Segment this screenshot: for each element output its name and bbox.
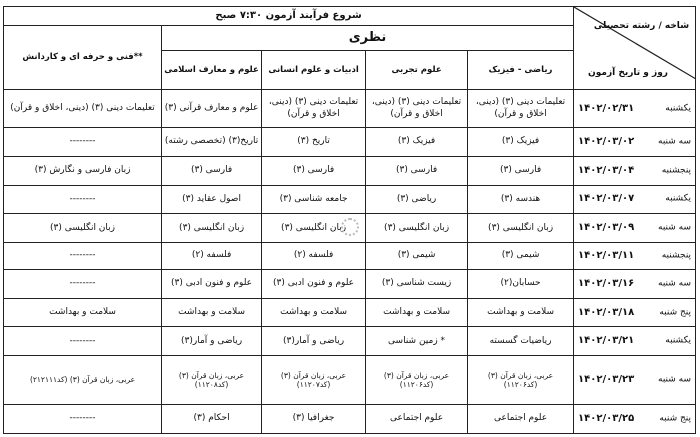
table-row xyxy=(4,405,696,434)
exam-date-label: ۱۴۰۲/۰۳/۲۱ xyxy=(578,335,635,347)
date-cell xyxy=(574,156,696,185)
literature-humanities-cell: زبان انگلیسی (۳) xyxy=(262,214,366,243)
table-row xyxy=(4,356,696,405)
math-physics-cell: تعلیمات دینی (۳) (دینی، اخلاق و قرآن) xyxy=(468,90,574,128)
islamic-studies-cell: سلامت و بهداشت xyxy=(162,298,262,327)
literature-humanities-cell: سلامت و بهداشت xyxy=(262,298,366,327)
exam-date-label: ۱۴۰۲/۰۳/۰۹ xyxy=(578,222,635,234)
technical-cell: -------- xyxy=(4,327,162,356)
header-corner-cell xyxy=(574,7,696,90)
technical-group-header: **فنی و حرفه ای و کاردانش xyxy=(4,25,162,89)
weekday-label: یکشنبه xyxy=(665,193,692,204)
math-physics-cell: فارسی (۳) xyxy=(468,156,574,185)
experimental-sciences-cell: فیزیک (۳) xyxy=(366,127,468,156)
islamic-studies-cell: ریاضی و آمار(۳) xyxy=(162,327,262,356)
experimental-sciences-cell: شیمی (۳) xyxy=(366,243,468,270)
math-physics-cell: فیزیک (۳) xyxy=(468,127,574,156)
literature-humanities-cell: فلسفه (۲) xyxy=(262,243,366,270)
literature-humanities-cell: فارسی (۳) xyxy=(262,156,366,185)
weekday-label: سه شنبه xyxy=(658,222,692,233)
math-physics-cell: شیمی (۳) xyxy=(468,243,574,270)
date-cell xyxy=(574,243,696,270)
table-row xyxy=(4,298,696,327)
column-header-islamic-studies: علوم و معارف اسلامی xyxy=(162,51,262,90)
technical-cell: تعلیمات دینی (۳) (دینی، اخلاق و قرآن) xyxy=(4,90,162,128)
math-physics-cell: عربی، زبان قرآن (۳) (کد۱۱۲۰۶) xyxy=(468,356,574,405)
islamic-studies-cell: علوم و معارف قرآنی (۳) xyxy=(162,90,262,128)
islamic-studies-cell: تاریخ(۳) (تخصصی رشته) xyxy=(162,127,262,156)
exam-date-label: ۱۴۰۲/۰۳/۲۵ xyxy=(578,412,635,424)
experimental-sciences-cell: سلامت و بهداشت xyxy=(366,298,468,327)
islamic-studies-cell: احکام (۳) xyxy=(162,405,262,434)
weekday-label: پنجشنبه xyxy=(661,164,692,175)
experimental-sciences-cell: فارسی (۳) xyxy=(366,156,468,185)
literature-humanities-cell: عربی، زبان قرآن (۳) (کد۱۱۲۰۷) xyxy=(262,356,366,405)
table-row xyxy=(4,327,696,356)
islamic-studies-cell: اصول عقاید (۳) xyxy=(162,185,262,214)
date-cell xyxy=(574,127,696,156)
islamic-studies-cell: زبان انگلیسی (۳) xyxy=(162,214,262,243)
math-physics-cell: ریاضیات گسسته xyxy=(468,327,574,356)
exam-date-label: ۱۴۰۲/۰۳/۱۱ xyxy=(578,249,635,261)
date-cell xyxy=(574,298,696,327)
weekday-label: سه شنبه xyxy=(658,278,692,289)
date-cell xyxy=(574,327,696,356)
islamic-studies-cell: فارسی (۳) xyxy=(162,156,262,185)
theoretical-group-header: نظری xyxy=(162,25,574,51)
date-cell xyxy=(574,90,696,128)
table-row xyxy=(4,185,696,214)
technical-cell: -------- xyxy=(4,243,162,270)
exam-date-label: ۱۴۰۲/۰۳/۱۸ xyxy=(578,306,635,318)
technical-cell: -------- xyxy=(4,269,162,298)
exam-schedule-sheet xyxy=(3,6,695,434)
table-row xyxy=(4,127,696,156)
islamic-studies-cell: عربی، زبان قرآن (۳) (کد۱۱۲۰۸) xyxy=(162,356,262,405)
weekday-label: سه شنبه xyxy=(658,136,692,147)
math-physics-cell: حسابان(۲) xyxy=(468,269,574,298)
date-cell xyxy=(574,214,696,243)
exam-date-label: ۱۴۰۲/۰۳/۱۶ xyxy=(578,277,635,289)
weekday-label: یکشنبه xyxy=(665,102,692,113)
exam-date-label: ۱۴۰۲/۰۳/۰۷ xyxy=(578,193,635,205)
literature-humanities-cell: تعلیمات دینی (۳) (دینی، اخلاق و قرآن) xyxy=(262,90,366,128)
column-header-experimental-sciences: علوم تجربی xyxy=(366,51,468,90)
branch-header-label: شاخه / رشته تحصیلی xyxy=(593,21,690,31)
math-physics-cell: زبان انگلیسی (۳) xyxy=(468,214,574,243)
technical-cell: -------- xyxy=(4,185,162,214)
math-physics-cell: هندسه (۳) xyxy=(468,185,574,214)
technical-cell: -------- xyxy=(4,405,162,434)
weekday-label: پنجشنبه xyxy=(661,250,692,261)
technical-cell: زبان فارسی و نگارش (۳) xyxy=(4,156,162,185)
weekday-label: سه شنبه xyxy=(658,374,692,385)
weekday-label: پنج شنبه xyxy=(659,413,692,424)
table-row xyxy=(4,243,696,270)
experimental-sciences-cell: زیست شناسی (۳) xyxy=(366,269,468,298)
experimental-sciences-cell: زبان انگلیسی (۳) xyxy=(366,214,468,243)
date-cell xyxy=(574,356,696,405)
date-cell xyxy=(574,405,696,434)
loading-spinner-mark xyxy=(341,218,359,236)
experimental-sciences-cell: تعلیمات دینی (۳) (دینی، اخلاق و قرآن) xyxy=(366,90,468,128)
table-row xyxy=(4,90,696,128)
technical-cell: سلامت و بهداشت xyxy=(4,298,162,327)
column-header-literature-humanities: ادبیات و علوم انسانی xyxy=(262,51,366,90)
table-row xyxy=(4,269,696,298)
experimental-sciences-cell: * زمین شناسی xyxy=(366,327,468,356)
exam-date-label: ۱۴۰۲/۰۳/۲۳ xyxy=(578,373,635,385)
islamic-studies-cell: علوم و فنون ادبی (۳) xyxy=(162,269,262,298)
table-row xyxy=(4,156,696,185)
math-physics-cell: سلامت و بهداشت xyxy=(468,298,574,327)
schedule-title: شروع فرآیند آزمون ۷:۳۰ صبح xyxy=(4,7,574,26)
date-cell xyxy=(574,269,696,298)
literature-humanities-cell: جامعه شناسی (۳) xyxy=(262,185,366,214)
literature-humanities-cell: ریاضی و آمار(۳) xyxy=(262,327,366,356)
literature-humanities-cell: تاریخ (۳) xyxy=(262,127,366,156)
technical-cell: عربی، زبان قرآن (۳) (کد۲۱۲۱۱۱) xyxy=(4,356,162,405)
literature-humanities-cell: جغرافیا (۳) xyxy=(262,405,366,434)
exam-date-label: ۱۴۰۲/۰۳/۰۲ xyxy=(578,135,635,147)
experimental-sciences-cell: ریاضی (۳) xyxy=(366,185,468,214)
exam-date-label: ۱۴۰۲/۰۲/۳۱ xyxy=(578,102,635,114)
weekday-label: پنج شنبه xyxy=(659,306,692,317)
date-header-label: روز و تاریخ آزمون xyxy=(588,67,668,78)
date-cell xyxy=(574,185,696,214)
column-header-math-physics: ریاضی - فیزیک xyxy=(468,51,574,90)
technical-cell: زبان انگلیسی (۳) xyxy=(4,214,162,243)
exam-date-label: ۱۴۰۲/۰۳/۰۴ xyxy=(578,164,635,176)
experimental-sciences-cell: علوم اجتماعی xyxy=(366,405,468,434)
math-physics-cell: علوم اجتماعی xyxy=(468,405,574,434)
schedule-rows xyxy=(4,90,696,434)
weekday-label: یکشنبه xyxy=(665,335,692,346)
literature-humanities-cell: علوم و فنون ادبی (۳) xyxy=(262,269,366,298)
islamic-studies-cell: فلسفه (۲) xyxy=(162,243,262,270)
experimental-sciences-cell: عربی، زبان قرآن (۳) (کد۱۱۲۰۶) xyxy=(366,356,468,405)
technical-cell: -------- xyxy=(4,127,162,156)
